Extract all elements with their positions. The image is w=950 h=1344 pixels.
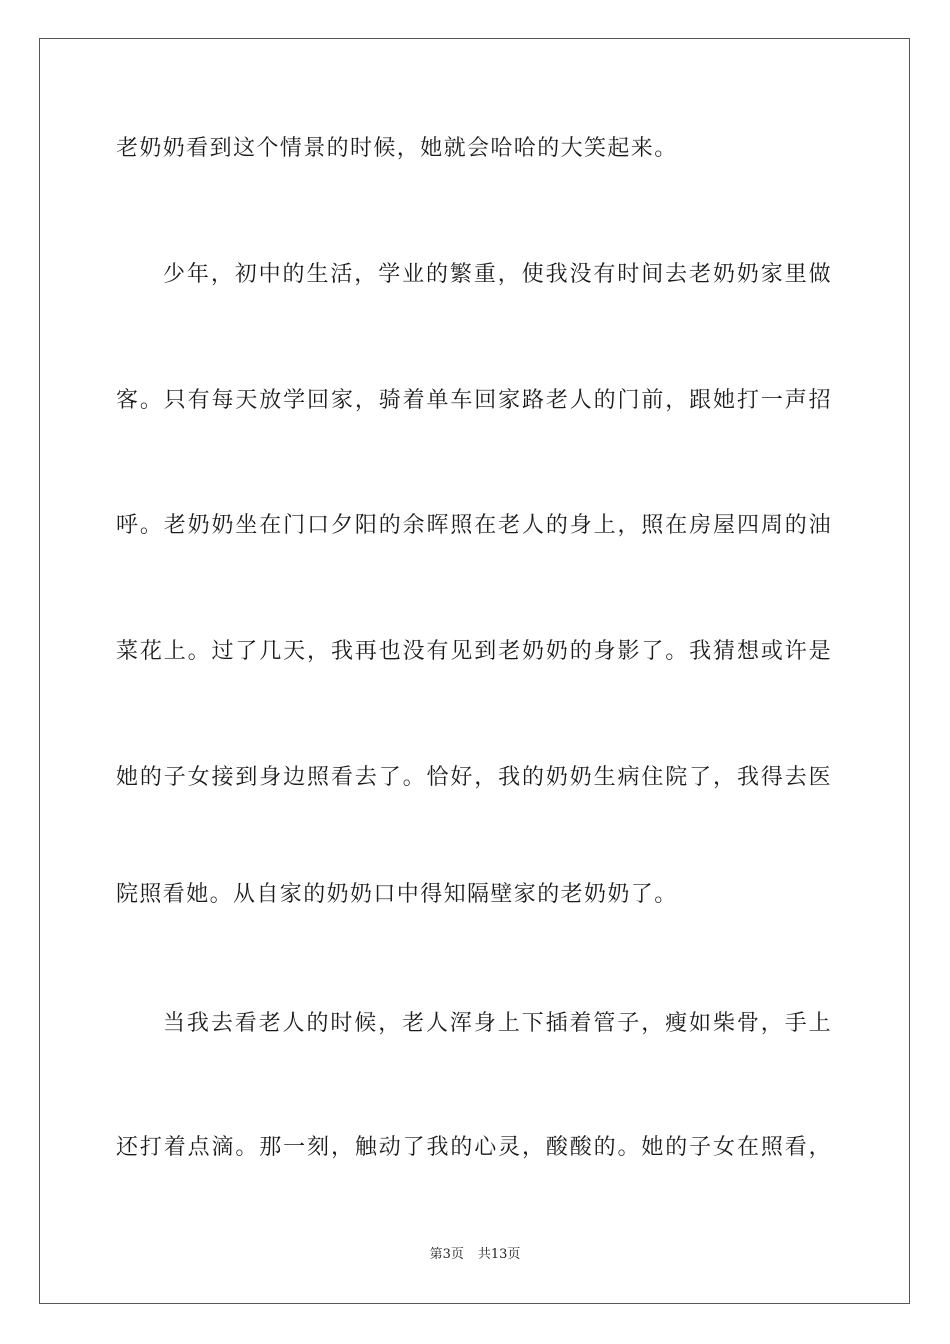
- paragraph-line-2: 少年，初中的生活，学业的繁重，使我没有时间去老奶奶家里做: [163, 262, 832, 287]
- total-pages: 共13页: [477, 1247, 521, 1262]
- paragraph-line-9: 还打着点滴。那一刻，触动了我的心灵，酸酸的。她的子女在照看，: [116, 1135, 832, 1160]
- paragraph-line-7: 院照看她。从自家的奶奶口中得知隔壁家的老奶奶了。: [116, 882, 678, 907]
- page-footer: [0, 1247, 950, 1263]
- paragraph-line-4: 呼。老奶奶坐在门口夕阳的余晖照在老人的身上，照在房屋四周的油: [116, 513, 832, 538]
- paragraph-line-1: 老奶奶看到这个情景的时候，她就会哈哈的大笑起来。: [116, 136, 678, 161]
- page-number: 第3页: [429, 1247, 464, 1262]
- page-border: [39, 38, 910, 1304]
- paragraph-line-6: 她的子女接到身边照看去了。恰好，我的奶奶生病住院了，我得去医: [116, 765, 832, 790]
- paragraph-line-3: 客。只有每天放学回家，骑着单车回家路老人的门前，跟她打一声招: [116, 388, 832, 413]
- paragraph-line-5: 菜花上。过了几天，我再也没有见到老奶奶的身影了。我猜想或许是: [116, 639, 832, 664]
- paragraph-line-8: 当我去看老人的时候，老人浑身上下插着管子，瘦如柴骨，手上: [163, 1011, 832, 1036]
